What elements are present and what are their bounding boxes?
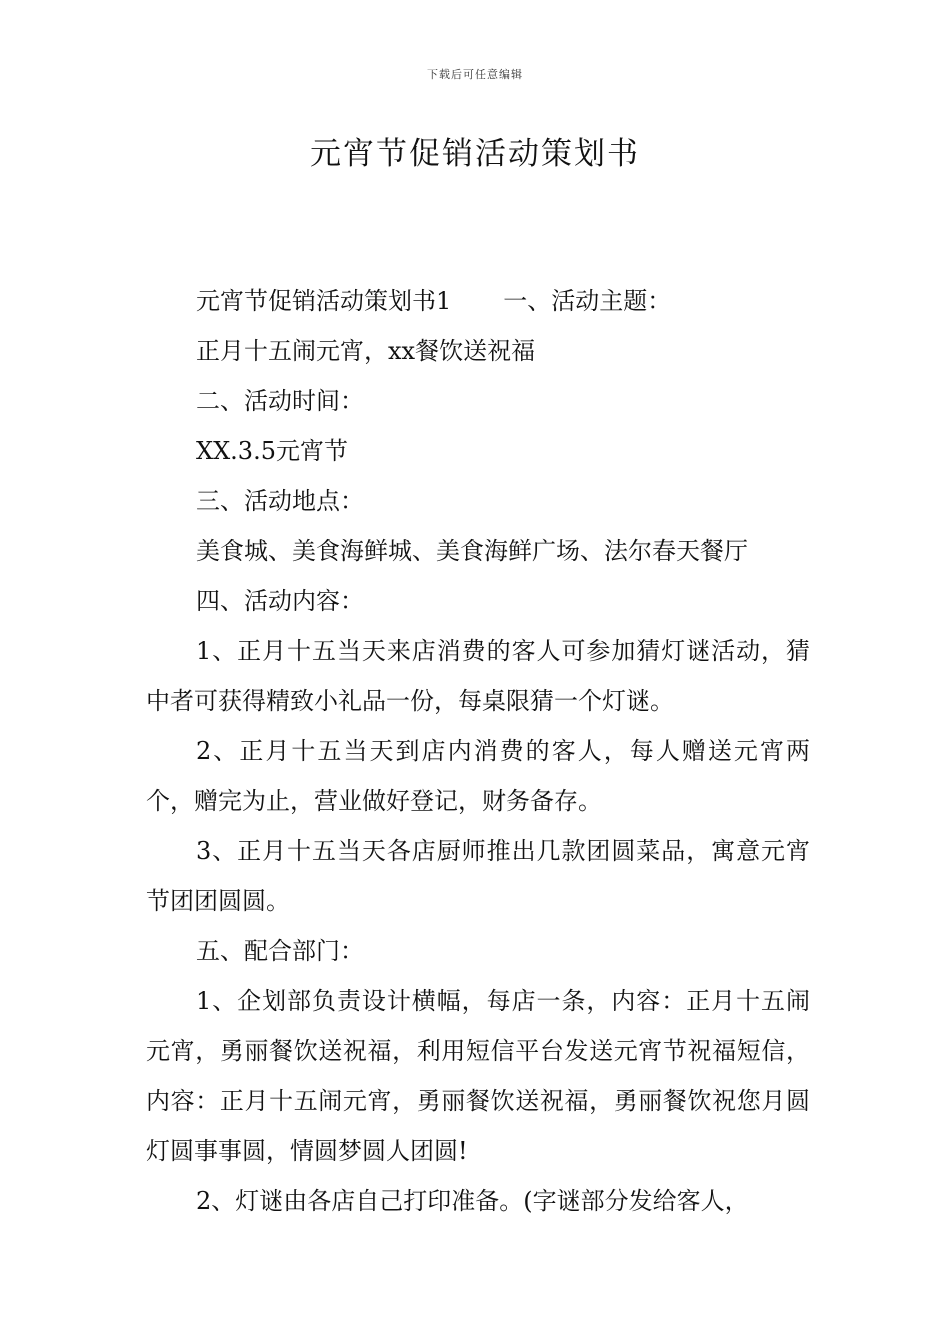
section-heading: 四、活动内容： [196, 587, 364, 615]
page-header-note: 下载后可任意编辑 [427, 68, 523, 81]
intro-lead: 元宵节促销活动策划书1 [196, 287, 452, 315]
section-heading-theme: 一、活动主题： [503, 287, 672, 315]
paragraph: 2、正月十五当天到店内消费的客人，每人赠送元宵两个，赠完为止，营业做好登记，财务备存。 [146, 737, 810, 815]
paragraph: 1、企划部负责设计横幅，每店一条，内容：正月十五闹元宵，勇丽餐饮送祝福，利用短信平台发送元宵节祝福短信，内容：正月十五闹元宵，勇丽餐饮送祝福，勇丽餐饮祝您月圆灯圆事事圆，情圆梦圆人团圆! [146, 987, 810, 1165]
document-title: 元宵节促销活动策划书 [310, 136, 640, 172]
paragraph: XX.3.5元宵节 [196, 437, 348, 465]
section-heading: 五、配合部门： [196, 937, 364, 965]
paragraph: 3、正月十五当天各店厨师推出几款团圆菜品，寓意元宵节团团圆圆。 [146, 837, 810, 915]
paragraph: 2、灯谜由各店自己打印准备。(字谜部分发给客人， [196, 1187, 749, 1215]
paragraph: 1、正月十五当天来店消费的客人可参加猜灯谜活动，猜中者可获得精致小礼品一份，每桌限猜一个灯谜。 [146, 637, 810, 715]
paragraph: 美食城、美食海鲜城、美食海鲜广场、法尔春天餐厅 [196, 537, 748, 565]
section-heading: 三、活动地点： [196, 487, 364, 515]
paragraph: 正月十五闹元宵，xx餐饮送祝福 [196, 337, 536, 365]
document-body [146, 276, 810, 1226]
section-heading: 二、活动时间： [196, 387, 364, 415]
paragraph-intro [146, 276, 810, 326]
